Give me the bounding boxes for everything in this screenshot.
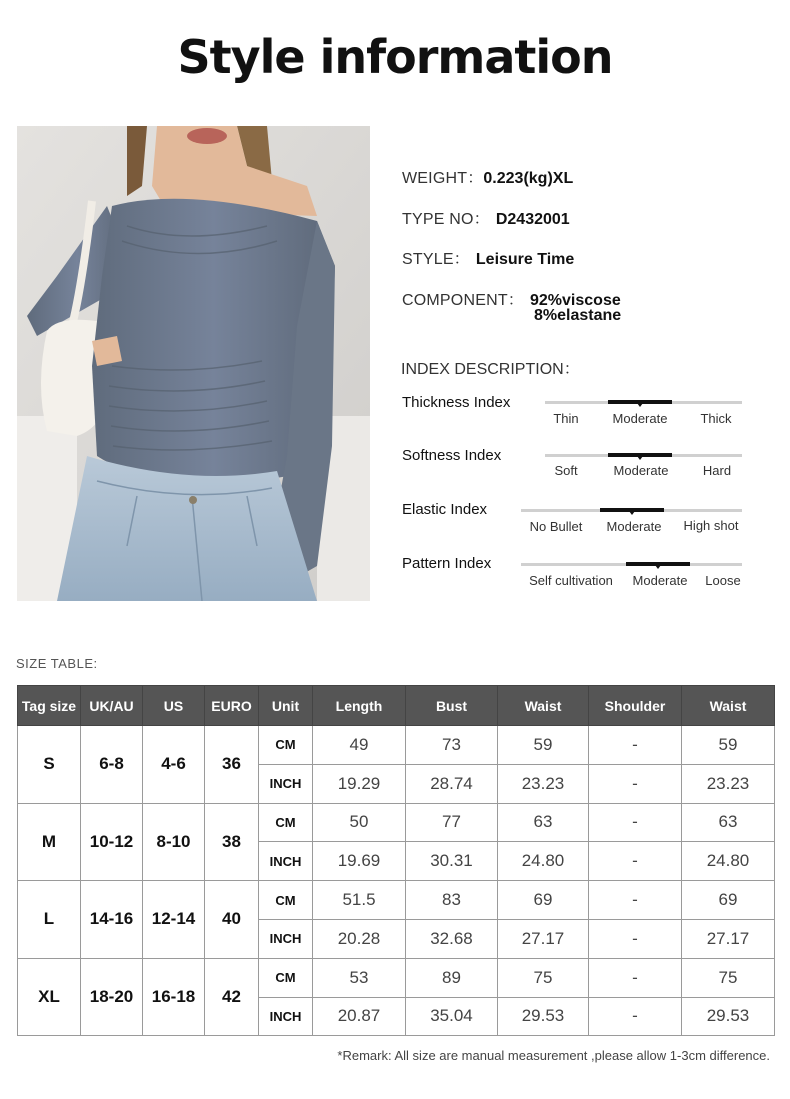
table-cell: 51.5	[313, 881, 406, 920]
column-header: Waist	[682, 686, 775, 726]
index-description-title: INDEX DESCRIPTION：	[401, 361, 580, 378]
table-cell: 18-20	[81, 958, 143, 1036]
table-cell: 4-6	[143, 726, 205, 804]
table-row	[18, 881, 775, 920]
thickness-option: Thin	[553, 411, 579, 426]
elastic-option: Moderate	[606, 519, 662, 534]
table-cell: INCH	[259, 842, 313, 881]
thickness-scale	[545, 401, 742, 404]
style-label: STYLE：	[402, 251, 470, 268]
elastic-option: High shot	[683, 518, 739, 533]
table-cell: 73	[406, 726, 498, 765]
table-cell: 12-14	[143, 881, 205, 959]
weight-label: WEIGHT：	[402, 170, 484, 187]
table-cell: 27.17	[682, 919, 775, 958]
thickness-index-label: Thickness Index	[402, 394, 511, 411]
type-row	[402, 206, 570, 229]
table-cell: 35.04	[406, 997, 498, 1036]
table-row	[18, 803, 775, 842]
column-header: Shoulder	[589, 686, 682, 726]
table-cell: 20.28	[313, 919, 406, 958]
table-cell: 36	[205, 726, 259, 804]
elastic-option: No Bullet	[529, 519, 583, 534]
table-cell: CM	[259, 958, 313, 997]
table-cell: 59	[682, 726, 775, 765]
table-cell: 49	[313, 726, 406, 765]
table-cell: 23.23	[682, 764, 775, 803]
table-cell: 69	[498, 881, 589, 920]
pattern-option: Loose	[705, 573, 741, 588]
table-cell: 83	[406, 881, 498, 920]
table-header-row	[18, 686, 775, 726]
table-cell: 19.29	[313, 764, 406, 803]
weight-value: 0.223(kg)XL	[483, 170, 574, 187]
table-row	[18, 726, 775, 765]
table-cell: 59	[498, 726, 589, 765]
table-cell: -	[589, 997, 682, 1036]
table-cell: 29.53	[682, 997, 775, 1036]
table-cell: -	[589, 726, 682, 765]
table-cell: INCH	[259, 919, 313, 958]
table-cell: -	[589, 881, 682, 920]
column-header: Length	[313, 686, 406, 726]
table-cell: 29.53	[498, 997, 589, 1036]
size-table-label: SIZE TABLE:	[16, 656, 98, 671]
pattern-option: Moderate	[632, 573, 688, 588]
type-label: TYPE NO：	[402, 211, 490, 228]
table-cell: 19.69	[313, 842, 406, 881]
component-label: COMPONENT：	[402, 292, 524, 309]
column-header: Bust	[406, 686, 498, 726]
softness-option: Soft	[554, 463, 578, 478]
elastic-scale	[521, 509, 742, 512]
table-cell: CM	[259, 881, 313, 920]
table-row	[18, 958, 775, 997]
table-cell: -	[589, 803, 682, 842]
remark-note: *Remark: All size are manual measurement ,please allow 1-3cm difference.	[337, 1048, 770, 1063]
pattern-index-label: Pattern Index	[402, 555, 492, 572]
table-cell: 32.68	[406, 919, 498, 958]
column-header: US	[143, 686, 205, 726]
table-cell: 38	[205, 803, 259, 881]
elastic-index-label: Elastic Index	[402, 501, 488, 518]
table-cell: 63	[682, 803, 775, 842]
table-cell: 63	[498, 803, 589, 842]
table-cell: 28.74	[406, 764, 498, 803]
table-cell: 40	[205, 881, 259, 959]
table-cell: 10-12	[81, 803, 143, 881]
component-row	[402, 287, 622, 324]
table-cell: CM	[259, 803, 313, 842]
column-header: Tag size	[18, 686, 81, 726]
weight-row	[402, 165, 573, 188]
thickness-option: Moderate	[612, 411, 668, 426]
table-cell: 75	[682, 958, 775, 997]
softness-option: Hard	[702, 463, 732, 478]
table-cell: -	[589, 842, 682, 881]
table-cell: -	[589, 919, 682, 958]
table-cell: S	[18, 726, 81, 804]
table-cell: INCH	[259, 764, 313, 803]
table-cell: 20.87	[313, 997, 406, 1036]
pattern-option: Self cultivation	[529, 573, 613, 588]
column-header: UK/AU	[81, 686, 143, 726]
pattern-scale	[521, 563, 742, 566]
size-table	[17, 685, 775, 1036]
table-cell: 69	[682, 881, 775, 920]
table-cell: CM	[259, 726, 313, 765]
table-cell: 30.31	[406, 842, 498, 881]
table-cell: 53	[313, 958, 406, 997]
softness-index-label: Softness Index	[402, 447, 502, 464]
component-value-2: 8%elastane	[534, 307, 622, 324]
column-header: Unit	[259, 686, 313, 726]
table-cell: 50	[313, 803, 406, 842]
table-cell: 8-10	[143, 803, 205, 881]
style-row	[402, 246, 574, 269]
softness-scale	[545, 454, 742, 457]
table-cell: L	[18, 881, 81, 959]
thickness-option: Thick	[700, 411, 732, 426]
table-cell: -	[589, 958, 682, 997]
page-title: Style information	[177, 30, 613, 84]
table-cell: 89	[406, 958, 498, 997]
table-cell: 16-18	[143, 958, 205, 1036]
table-cell: M	[18, 803, 81, 881]
product-photo	[17, 126, 370, 601]
table-cell: 23.23	[498, 764, 589, 803]
table-cell: 42	[205, 958, 259, 1036]
component-value-1: 92%viscose	[530, 292, 621, 309]
style-value: Leisure Time	[475, 251, 575, 268]
table-cell: 14-16	[81, 881, 143, 959]
table-cell: XL	[18, 958, 81, 1036]
table-cell: 6-8	[81, 726, 143, 804]
softness-option: Moderate	[613, 463, 669, 478]
column-header: Waist	[498, 686, 589, 726]
table-cell: 24.80	[682, 842, 775, 881]
table-cell: 77	[406, 803, 498, 842]
table-cell: INCH	[259, 997, 313, 1036]
table-cell: 27.17	[498, 919, 589, 958]
table-cell: 75	[498, 958, 589, 997]
type-value: D2432001	[495, 211, 570, 228]
column-header: EURO	[205, 686, 259, 726]
table-cell: 24.80	[498, 842, 589, 881]
table-cell: -	[589, 764, 682, 803]
